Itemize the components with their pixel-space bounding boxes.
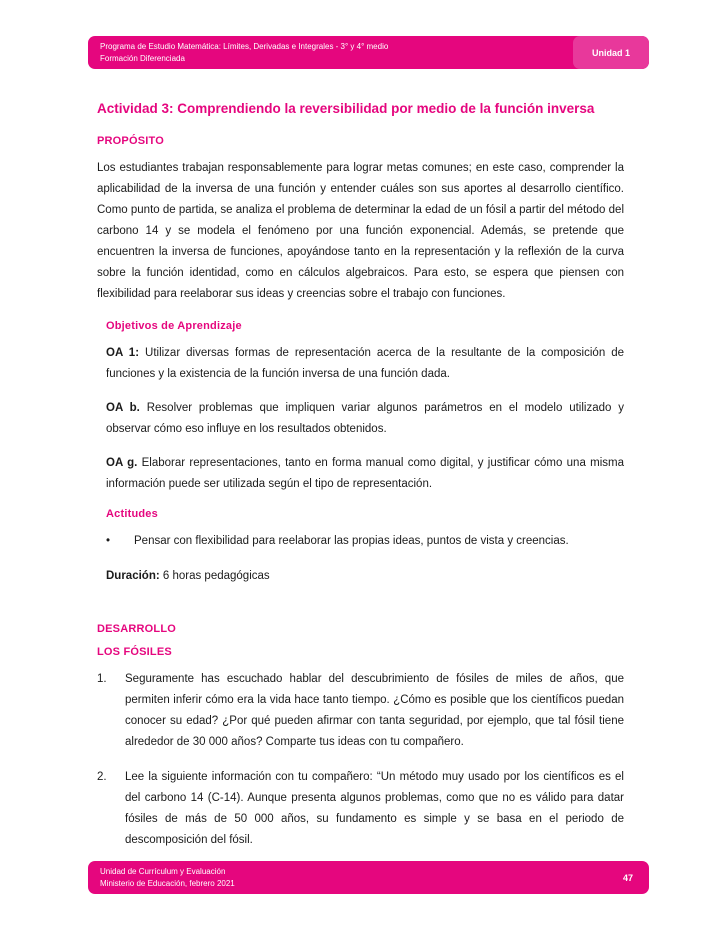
numbered-item-2-text: Lee la siguiente información con tu compañero: “Un método muy usado por los científicos es el del carbono 14 (C-14). Aunque presenta algunos problemas, como que no es válido para datar fósiles de más de 50 000 años, su fundamento es simple y se basa en el periodo de descomposición del fósil.: [125, 771, 624, 846]
desarrollo-heading: DESARROLLO: [97, 623, 176, 635]
numbered-item-1: [97, 669, 624, 753]
numbered-item-1-number: 1.: [97, 673, 107, 685]
duracion-line: [106, 566, 624, 587]
page-header-band: [88, 36, 649, 69]
oa-item-3-text: Elaborar representaciones, tanto en forma manual como digital, y justificar cómo una misma información puede ser utilizada según el tipo de representación.: [106, 457, 624, 490]
footer-page-number: 47: [622, 872, 633, 883]
header-unit-chip: Unidad 1: [573, 36, 649, 69]
oa-item-1: [106, 343, 624, 385]
oa-item-2-text: Resolver problemas que impliquen variar algunos parámetros en el modelo utilizado y observar cómo eso influye en los resultados obtenidos.: [106, 402, 624, 435]
header-program-info: [88, 38, 388, 68]
oa-item-1-text: Utilizar diversas formas de representación acerca de la resultante de la composición de funciones y la existencia de la función inversa de una función dada.: [106, 347, 624, 380]
bullet-marker: •: [106, 535, 111, 547]
fosiles-heading: LOS FÓSILES: [97, 646, 172, 658]
numbered-item-1-text: Seguramente has escuchado hablar del descubrimiento de fósiles de miles de años, que permiten inferir cómo era la vida hace tanto tiempo. ¿Cómo es posible que los científicos puedan conocer su edad? ¿Por qué pueden afirmar con tanta seguridad, por ejemplo, que tal fósil tiene alrededor de 30 000 años? Comparte tus ideas con tu compañero.: [125, 673, 624, 748]
page-content: [97, 100, 624, 865]
actitudes-bullet-item: [106, 531, 624, 552]
oa-item-2-label: OA b.: [106, 402, 140, 414]
header-program-line2: Formación Diferenciada: [100, 53, 185, 63]
activity-title: Actividad 3: Comprendiendo la reversibilidad por medio de la función inversa: [97, 101, 595, 116]
header-program-line1: Programa de Estudio Matemática: Límites, Derivadas e Integrales - 3° y 4° medio: [100, 41, 389, 51]
oa-item-3: [106, 453, 624, 495]
footer-institution-info: [88, 863, 235, 893]
proposito-body: Los estudiantes trabajan responsablemente para lograr metas comunes; en este caso, comprender la aplicabilidad de la inversa de una función y entender cuáles son sus aportes al desarrollo científico. Como punto de partida, se analiza el problema de determinar la edad de un fósil a partir del método del carbono 14 y se modela el fenómeno por una función exponencial. Además, se pretende que encuentren la inversa de funciones, apoyándose tanto en la representación y la reflexión de la curva sobre la función identidad, como en cálculos algebraicos. Para esto, se espera que piensen con flexibilidad para reelaborar sus ideas y creencias sobre el trabajo con funciones.: [97, 162, 624, 300]
numbered-item-2-number: 2.: [97, 771, 107, 783]
actitudes-heading: Actitudes: [106, 508, 158, 520]
oa-item-2: [106, 398, 624, 440]
numbered-item-2: [97, 767, 624, 851]
actitudes-bullet-text: Pensar con flexibilidad para reelaborar las propias ideas, puntos de vista y creencias.: [134, 535, 569, 547]
objetivos-heading: Objetivos de Aprendizaje: [106, 320, 242, 332]
page-footer-band: [88, 861, 649, 894]
proposito-heading: PROPÓSITO: [97, 135, 164, 147]
oa-item-3-label: OA g.: [106, 457, 138, 469]
objetivos-section: [106, 320, 624, 587]
footer-line2: Ministerio de Educación, febrero 2021: [100, 878, 235, 888]
duracion-label: Duración:: [106, 570, 160, 582]
duracion-text: 6 horas pedagógicas: [159, 570, 270, 582]
footer-line1: Unidad de Currículum y Evaluación: [100, 866, 226, 876]
oa-item-1-label: OA 1:: [106, 347, 140, 359]
